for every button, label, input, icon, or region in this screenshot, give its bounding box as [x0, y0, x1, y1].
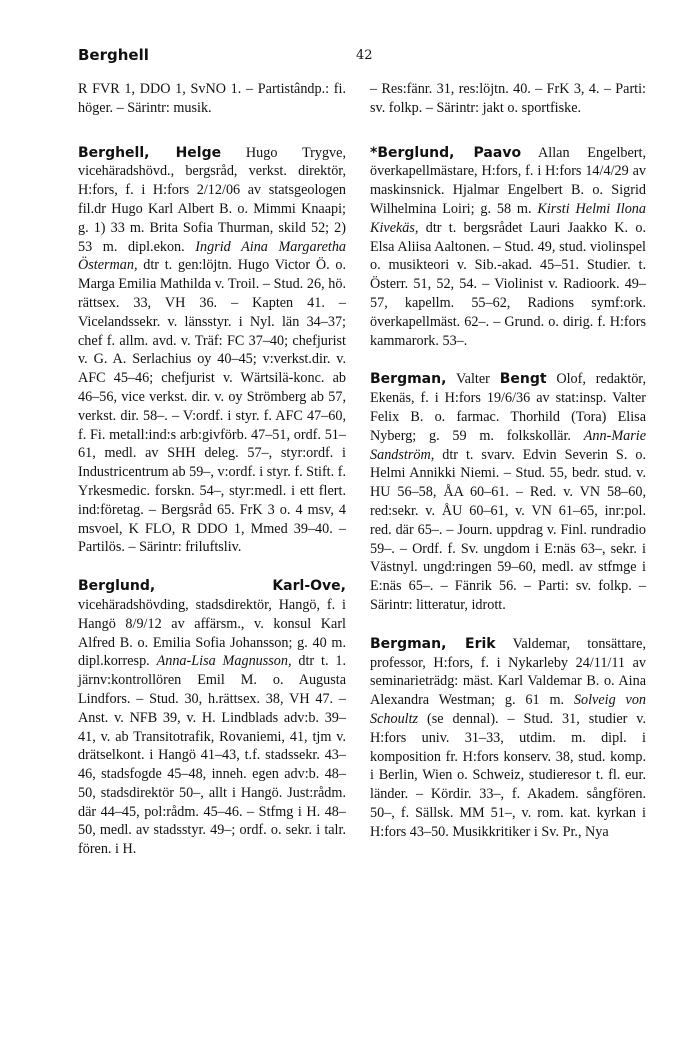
spouse-name: Ingrid Aina Margaretha Österman,: [78, 238, 347, 274]
left-column: [78, 80, 346, 879]
entry-berglund-karl-ove: Berglund, Karl-Ove, vicehäradshövding, stadsdirektör, Hangö, f. i Hangö 8/9/12 av affärsm., v. konsul Karl Alfred B. o. Emilia Sofia Johansson; g. 40 m. dipl.korresp. Anna-Lisa Magnusson, dtr t. 1. järnv:kontrollören Emil M. o. Augusta Lindfors. – Stud. 30, h.rättsex. 38, VH 47. – Anst. v. NFB 39, v. H. Lindblads adv:b. 39–41, v. ab Transitotrafik, Rovaniemi, 41, tjm v. drätselkont. i Hangö 41–43, t.f. stadssekr. 43–46, stadsfogde 45–48, inneh. egen adv:b. 48–50, stadsdirektör 50–, allt i Hangö. Just:rådm. där 44–45, pol:rådm. 45–46. – Stfmg i H. 48–50, medl. av stadsstyr. 49–; ordf. o. sekr. i talr. fören. i H.: [78, 578, 346, 858]
entry-name: Berglund, Karl-Ove,: [78, 578, 346, 595]
entry-name: Bergman, Erik: [370, 635, 496, 652]
entry-continuation: R FVR 1, DDO 1, SvNO 1. – Partistândp.: fi. höger. – Särintr: musik.: [78, 81, 346, 116]
spouse-name: Solveig von Schoultz: [370, 692, 647, 727]
entry-name: *Berglund, Paavo: [370, 144, 522, 161]
entry-berghell-helge: Berghell, Helge Hugo Trygve, vicehäradshövd., bergsråd, verkst. direktör, H:fors, f. i H:fors 2/12/06 av statsgeologen fil.dr Hugo Karl Albert B. o. Mimmi Knaapi; g. 1) 33 m. Brita Sofia Thurman, skild 52; 2) 53 m. dipl.ekon. Ingrid Aina Margaretha Österman, dtr t. gen:löjtn. Hugo Victor Ö. o. Marga Emilia Mathilda v. Troil. – Stud. 26, hö. rättsex. 33, VH 36. – Kapten 41. – Vicelandssekr. v. länsstyr. i Nyl. län 34–37; chef f. allm. avd. v. Träf: FC 37–40; chefjurist v. G. A. Serlachius oy 40–45; v:verkst.dir. v. AFC 45–46; chefjurist v. Wärtsilä-konc. ab 46–56, vice verkst. dir. v. oy Strömberg ab 57, verkst. dir. 58–. – V:ordf. i styr. f. AFC 47–60, f. Fi. metall:ind:s arb:givförb. 47–51, ordf. 51–61, medl. av SHH deleg. 57–, styr:ordf. i Industricentrum ab 59–, v:ordf. i styr. f. Stift. f. Yrkesmedic. forskn. 54–, styr:medl. i ett flert. ind:företag. – Bergsråd 65. FrK 3 o. 4 msv, 4 msvoel, K FLO, R DDO 1, Mmed 39–40. – Partilös. – Särintr: friluftsliv.: [78, 144, 347, 556]
entry-given-name: Bengt: [499, 371, 547, 388]
right-column: [370, 80, 646, 861]
entry-bergman-erik: Bergman, Erik Valdemar, tonsättare, professor, H:fors, f. i Nykarleby 24/11/11 av seminarieträdg: mäst. Karl Valdemar B. o. Aina Alexandra Westman; g. 61 m. Solveig von Schoultz (se dennal). – Stud. 31, studier v. H:fors univ. 31–33, utdim. m. dipl. i komposition fr. H:fors konserv. 38, stud. komp. i Berlin, Wien o. Schweiz, studieresor t. fl. eur. länder. – Kördir. 33–, f. Akadem. sångfören. 50–, f. Sällsk. MM 51–, v. rom. kat. kyrkan i H:fors 43–50. Musikkritiker i Sv. Pr., Nya: [370, 635, 647, 840]
entry-berglund-paavo: *Berglund, Paavo Allan Engelbert, överkapellmästare, H:fors, f. i H:fors 14/4/29 av maskinsnick. Hjalmar Engelbert B. o. Sigrid Wilhelmina Loiri; g. 58 m. Kirsti Helmi Ilona Kivekäs, dtr t. bergsrådet Lauri Jaakko K. o. Elsa Aliisa Aaltonen. – Stud. 49, stud. violinspel o. musikteori v. Sib.-akad. 45–51. Studier. t. Österr. 51, 52, 54. – Violinist v. Radioork. 49–57, kapellm. 55–62, Radions symf:ork. överkapellmäst. 62–. – Grund. o. dirig. f. H:fors kammarork. 53–.: [370, 144, 646, 349]
running-head: Berghell: [78, 46, 149, 64]
spouse-name: Ann-Marie Sandström,: [370, 427, 646, 463]
entry-name: Bergman,: [370, 371, 447, 388]
page-number: 42: [356, 48, 373, 63]
entry-name: Berghell, Helge: [78, 144, 222, 161]
entry-bergman-bengt: Bergman, Valter Bengt Olof, redaktör, Ekenäs, f. i H:fors 19/6/36 av stat:insp. Valter Felix B. o. farmac. Thorhild (Tora) Elisa Nyberg; g. 59 m. folkskollär. Ann-Marie Sandström, dtr t. svarv. Edvin Severin S. o. Helmi Annikki Niemi. – Stud. 55, bedr. stud. v. HU 56–58, ÅA 60–61. – Red. v. VN 58–60, red:sekr. v. ÅU 60–61, v. VN 61–65, inr:pol. red. där 65–. – Journ. uppdrag v. Finl. rundradio 59–. – Ordf. f. Sv. ungdom i E:näs 63–, sekr. i Västnyl. ungd:ringen 59–60, medl. av stfmge i E:näs 65–. – Fänrik 56. – Parti: sv. folkp. – Särintr: litteratur, idrott.: [370, 371, 646, 613]
entry-continuation: – Res:fänr. 31, res:löjtn. 40. – FrK 3, 4. – Parti: sv. folkp. – Särintr: jakt o. sportfiske.: [370, 81, 646, 116]
spouse-name: Anna-Lisa Magnusson,: [156, 653, 292, 670]
spouse-name: Kirsti Helmi Ilona Kivekäs,: [370, 200, 646, 236]
page-header: [78, 46, 648, 70]
